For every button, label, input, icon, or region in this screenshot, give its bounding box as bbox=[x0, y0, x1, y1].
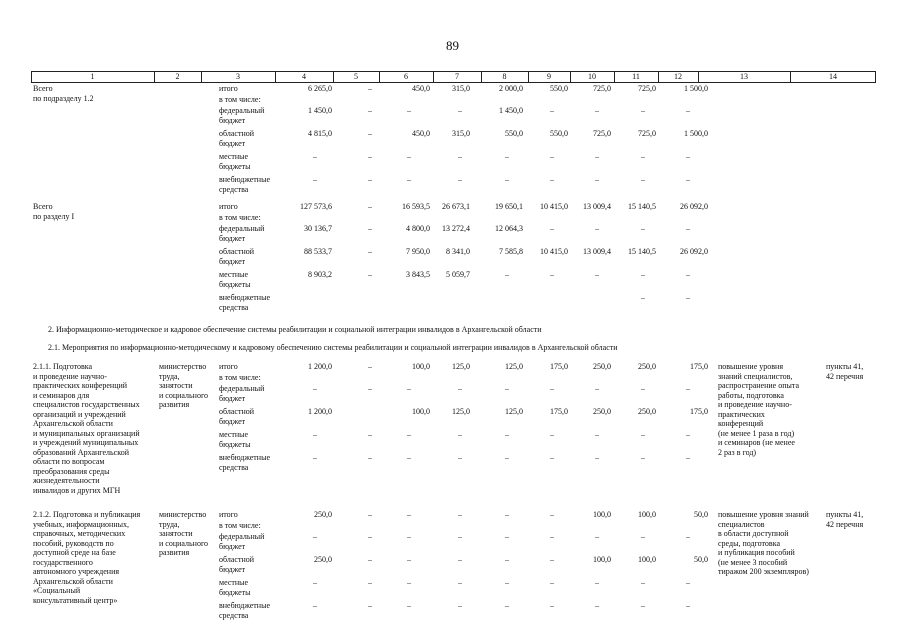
block1-value-cell: 6 265,0 bbox=[308, 84, 332, 93]
item-2-1-2-value-cell: – bbox=[313, 532, 317, 541]
block2-value-cell: – bbox=[686, 270, 690, 279]
block2-value-cell: 8 341,0 bbox=[446, 247, 470, 256]
item-2-1-2-row-label: в том числе: bbox=[219, 521, 261, 530]
item-2-1-1-value-cell: 125,0 bbox=[452, 362, 470, 371]
block1-value-cell: 725,0 bbox=[638, 129, 656, 138]
header-col-6: 6 bbox=[404, 72, 408, 81]
item-2-1-2-value-cell: – bbox=[458, 510, 462, 519]
header-col-3: 3 bbox=[236, 72, 240, 81]
header-col-9: 9 bbox=[547, 72, 551, 81]
item-2-1-1-row-label: областной бюджет bbox=[219, 407, 255, 426]
block2-row-label: итого bbox=[219, 202, 238, 211]
item-2-1-1-value-cell: 175,0 bbox=[550, 362, 568, 371]
item-2-1-1-name: 2.1.1. Подготовка и проведение научно- практических конференций и семинаров для специалистов государственных организаций и учреждений Архангельской области и муниципальных организаций и учреждений муниципальных образований Архангельской области по вопросам преобразования среды жизнедеятельности инвалидов и других МГН bbox=[33, 362, 140, 495]
header-divider bbox=[570, 72, 571, 82]
block1-row-label: местные бюджеты bbox=[219, 152, 251, 171]
item-2-1-2-value-cell: – bbox=[458, 578, 462, 587]
block2-value-cell: – bbox=[368, 202, 372, 211]
block1-value-cell: – bbox=[368, 129, 372, 138]
block2-name: Всего по разделу I bbox=[33, 202, 75, 221]
block2-value-cell: 19 650,1 bbox=[495, 202, 523, 211]
block1-value-cell: 315,0 bbox=[452, 129, 470, 138]
item-2-1-1-row-label: федеральный бюджет bbox=[219, 384, 265, 403]
item-2-1-1-value-cell: – bbox=[595, 453, 599, 462]
block1-value-cell: – bbox=[550, 175, 554, 184]
block1-value-cell: – bbox=[595, 152, 599, 161]
header-divider bbox=[154, 72, 155, 82]
item-2-1-1-value-cell: – bbox=[641, 384, 645, 393]
block1-value-cell: 1 500,0 bbox=[684, 129, 708, 138]
block2-value-cell: 12 064,3 bbox=[495, 224, 523, 233]
item-2-1-1-value-cell: – bbox=[550, 384, 554, 393]
item-2-1-2-name: 2.1.2. Подготовка и публикация учебных, информационных, справочных, методических пособий, руководств по доступной среде на базе государственного автономного учреждения Архангельской области «Социальный консультативный центр» bbox=[33, 510, 141, 605]
block2-row-label: местные бюджеты bbox=[219, 270, 251, 289]
item-2-1-2-value-cell: – bbox=[595, 532, 599, 541]
block1-name: Всего по подразделу 1.2 bbox=[33, 84, 94, 103]
block2-value-cell: 7 585,8 bbox=[499, 247, 523, 256]
block2-value-cell: 26 092,0 bbox=[680, 202, 708, 211]
item-2-1-1-row-label: внебюджетные средства bbox=[219, 453, 270, 472]
header-col-4: 4 bbox=[302, 72, 306, 81]
header-col-2: 2 bbox=[175, 72, 180, 81]
header-divider bbox=[433, 72, 434, 82]
item-2-1-2-value-cell: – bbox=[458, 555, 462, 564]
block2-value-cell: – bbox=[641, 293, 645, 302]
item-2-1-2-value-cell: – bbox=[313, 601, 317, 610]
header-divider bbox=[528, 72, 529, 82]
block1-row-label: областной бюджет bbox=[219, 129, 255, 148]
table-header bbox=[31, 71, 876, 83]
block1-value-cell: 4 815,0 bbox=[308, 129, 332, 138]
block2-value-cell: 3 843,5 bbox=[406, 270, 430, 279]
item-2-1-1-value-cell: – bbox=[458, 430, 462, 439]
block1-value-cell: – bbox=[686, 175, 690, 184]
header-divider bbox=[31, 72, 32, 82]
block1-value-cell: 1 450,0 bbox=[308, 106, 332, 115]
block1-value-cell: – bbox=[505, 175, 509, 184]
item-2-1-1-value-cell: 125,0 bbox=[505, 362, 523, 371]
item-2-1-2-value-cell: – bbox=[407, 555, 411, 564]
item-2-1-1-value-cell: – bbox=[368, 362, 372, 371]
block2-value-cell: – bbox=[686, 293, 690, 302]
block2-value-cell: – bbox=[595, 270, 599, 279]
item-2-1-1-value-cell: – bbox=[368, 453, 372, 462]
header-divider bbox=[875, 72, 876, 82]
item-2-1-1-executor: министерство труда, занятости и социального развития bbox=[159, 362, 209, 409]
header-col-14: 14 bbox=[829, 72, 837, 81]
block1-value-cell: 550,0 bbox=[550, 84, 568, 93]
item-2-1-2-value-cell: – bbox=[641, 532, 645, 541]
block1-value-cell: – bbox=[407, 175, 411, 184]
item-2-1-2-reference: пункты 41, 42 перечня bbox=[826, 510, 864, 529]
header-divider bbox=[658, 72, 659, 82]
header-divider bbox=[275, 72, 276, 82]
item-2-1-1-value-cell: 125,0 bbox=[505, 407, 523, 416]
item-2-1-1-result: повышение уровня знаний специалистов, распространение опыта работы, подготовка и проведение научно- практических конференций (не менее 1 раза в год) и семинаров (не менее 2 раз в год) bbox=[718, 362, 800, 457]
block1-value-cell: – bbox=[550, 152, 554, 161]
item-2-1-2-value-cell: – bbox=[686, 532, 690, 541]
header-divider bbox=[698, 72, 699, 82]
block1-value-cell: 1 450,0 bbox=[499, 106, 523, 115]
item-2-1-2-value-cell: 50,0 bbox=[694, 510, 708, 519]
item-2-1-1-value-cell: – bbox=[458, 453, 462, 462]
item-2-1-2-value-cell: – bbox=[641, 578, 645, 587]
item-2-1-2-value-cell: – bbox=[641, 601, 645, 610]
item-2-1-2-value-cell: – bbox=[407, 532, 411, 541]
block1-value-cell: 725,0 bbox=[638, 84, 656, 93]
block2-row-label: в том числе: bbox=[219, 213, 261, 222]
header-col-11: 11 bbox=[632, 72, 640, 81]
item-2-1-1-value-cell: 250,0 bbox=[593, 407, 611, 416]
item-2-1-1-value-cell: 100,0 bbox=[412, 362, 430, 371]
block2-value-cell: 8 903,2 bbox=[308, 270, 332, 279]
block1-value-cell: – bbox=[686, 106, 690, 115]
item-2-1-2-value-cell: – bbox=[550, 555, 554, 564]
item-2-1-1-value-cell: 175,0 bbox=[550, 407, 568, 416]
block1-value-cell: 725,0 bbox=[593, 129, 611, 138]
item-2-1-1-value-cell: – bbox=[407, 453, 411, 462]
item-2-1-2-value-cell: 100,0 bbox=[638, 555, 656, 564]
item-2-1-2-value-cell: – bbox=[505, 532, 509, 541]
item-2-1-2-value-cell: – bbox=[505, 510, 509, 519]
block2-value-cell: 5 059,7 bbox=[446, 270, 470, 279]
block2-value-cell: 16 593,5 bbox=[402, 202, 430, 211]
block1-value-cell: 725,0 bbox=[593, 84, 611, 93]
block1-value-cell: – bbox=[458, 175, 462, 184]
item-2-1-1-value-cell: 250,0 bbox=[638, 362, 656, 371]
block2-value-cell: 10 415,0 bbox=[540, 202, 568, 211]
item-2-1-1-value-cell: – bbox=[595, 384, 599, 393]
item-2-1-2-value-cell: – bbox=[368, 578, 372, 587]
section-2-1-title: 2.1. Мероприятия по информационно-методическому и кадровому обеспечению системы реабилитации и социальной интеграции инвалидов в Архангельской области bbox=[48, 343, 618, 352]
item-2-1-2-value-cell: – bbox=[368, 510, 372, 519]
block1-value-cell: – bbox=[368, 175, 372, 184]
block1-value-cell: 450,0 bbox=[412, 129, 430, 138]
block2-value-cell: 26 673,1 bbox=[442, 202, 470, 211]
item-2-1-1-value-cell: – bbox=[458, 384, 462, 393]
block2-value-cell: – bbox=[368, 247, 372, 256]
item-2-1-1-row-label: в том числе: bbox=[219, 373, 261, 382]
block1-value-cell: – bbox=[505, 152, 509, 161]
block2-value-cell: 13 272,4 bbox=[442, 224, 470, 233]
item-2-1-1-value-cell: – bbox=[550, 453, 554, 462]
header-divider bbox=[790, 72, 791, 82]
item-2-1-2-value-cell: 50,0 bbox=[694, 555, 708, 564]
block1-value-cell: – bbox=[458, 152, 462, 161]
header-divider bbox=[379, 72, 380, 82]
header-col-12: 12 bbox=[674, 72, 682, 81]
item-2-1-2-value-cell: – bbox=[550, 510, 554, 519]
item-2-1-2-value-cell: – bbox=[595, 578, 599, 587]
item-2-1-2-executor: министерство труда, занятости и социального развития bbox=[159, 510, 209, 557]
item-2-1-1-value-cell: – bbox=[686, 453, 690, 462]
item-2-1-1-value-cell: 1 200,0 bbox=[308, 407, 332, 416]
item-2-1-1-reference: пункты 41, 42 перечня bbox=[826, 362, 864, 381]
item-2-1-1-row-label: местные бюджеты bbox=[219, 430, 251, 449]
block1-value-cell: 2 000,0 bbox=[499, 84, 523, 93]
item-2-1-2-value-cell: – bbox=[407, 601, 411, 610]
header-col-7: 7 bbox=[455, 72, 459, 81]
item-2-1-2-row-label: федеральный бюджет bbox=[219, 532, 265, 551]
item-2-1-2-value-cell: – bbox=[407, 510, 411, 519]
block2-value-cell: 30 136,7 bbox=[304, 224, 332, 233]
block2-value-cell: – bbox=[686, 224, 690, 233]
item-2-1-1-value-cell: 250,0 bbox=[638, 407, 656, 416]
block2-value-cell: – bbox=[368, 224, 372, 233]
block1-value-cell: 550,0 bbox=[550, 129, 568, 138]
header-divider bbox=[201, 72, 202, 82]
item-2-1-2-value-cell: – bbox=[407, 578, 411, 587]
block1-value-cell: – bbox=[550, 106, 554, 115]
item-2-1-1-value-cell: – bbox=[550, 430, 554, 439]
item-2-1-2-value-cell: – bbox=[505, 555, 509, 564]
block2-value-cell: – bbox=[641, 224, 645, 233]
item-2-1-1-value-cell: – bbox=[505, 453, 509, 462]
item-2-1-1-value-cell: – bbox=[686, 384, 690, 393]
block1-value-cell: 1 500,0 bbox=[684, 84, 708, 93]
block1-row-label: итого bbox=[219, 84, 238, 93]
item-2-1-2-value-cell: – bbox=[505, 578, 509, 587]
item-2-1-1-value-cell: – bbox=[313, 453, 317, 462]
item-2-1-2-value-cell: – bbox=[505, 601, 509, 610]
block1-value-cell: – bbox=[313, 175, 317, 184]
item-2-1-2-row-label: местные бюджеты bbox=[219, 578, 251, 597]
block1-value-cell: 450,0 bbox=[412, 84, 430, 93]
header-col-5: 5 bbox=[354, 72, 358, 81]
item-2-1-1-value-cell: – bbox=[505, 384, 509, 393]
block2-value-cell: 88 533,7 bbox=[304, 247, 332, 256]
block1-value-cell: – bbox=[368, 106, 372, 115]
block1-row-label: федеральный бюджет bbox=[219, 106, 265, 125]
block1-value-cell: – bbox=[368, 152, 372, 161]
header-divider bbox=[614, 72, 615, 82]
item-2-1-2-row-label: внебюджетные средства bbox=[219, 601, 270, 620]
item-2-1-2-value-cell: – bbox=[550, 578, 554, 587]
block2-value-cell: 15 140,5 bbox=[628, 247, 656, 256]
block2-value-cell: – bbox=[595, 224, 599, 233]
item-2-1-2-value-cell: – bbox=[686, 578, 690, 587]
block2-value-cell: – bbox=[368, 270, 372, 279]
item-2-1-1-value-cell: 175,0 bbox=[690, 407, 708, 416]
item-2-1-1-value-cell: – bbox=[686, 430, 690, 439]
block1-value-cell: – bbox=[368, 84, 372, 93]
block2-value-cell: 26 092,0 bbox=[680, 247, 708, 256]
item-2-1-1-value-cell: – bbox=[313, 430, 317, 439]
block2-value-cell: 127 573,6 bbox=[300, 202, 332, 211]
block2-value-cell: 13 009,4 bbox=[583, 247, 611, 256]
page-number: 89 bbox=[446, 38, 459, 53]
item-2-1-1-value-cell: 175,0 bbox=[690, 362, 708, 371]
block1-value-cell: – bbox=[313, 152, 317, 161]
item-2-1-2-value-cell: – bbox=[550, 532, 554, 541]
item-2-1-1-value-cell: 250,0 bbox=[593, 362, 611, 371]
block2-value-cell: – bbox=[550, 270, 554, 279]
block1-value-cell: – bbox=[595, 175, 599, 184]
item-2-1-2-value-cell: – bbox=[313, 578, 317, 587]
item-2-1-1-value-cell: – bbox=[407, 384, 411, 393]
header-divider bbox=[481, 72, 482, 82]
block2-value-cell: – bbox=[550, 224, 554, 233]
item-2-1-2-result: повышение уровня знаний специалистов в области доступной среды, подготовка и публикация пособий (не менее 3 пособий тиражом 200 экземпляров) bbox=[718, 510, 809, 576]
block1-value-cell: – bbox=[641, 106, 645, 115]
block2-value-cell: 13 009,4 bbox=[583, 202, 611, 211]
block2-value-cell: 10 415,0 bbox=[540, 247, 568, 256]
item-2-1-1-value-cell: – bbox=[595, 430, 599, 439]
item-2-1-2-value-cell: – bbox=[686, 601, 690, 610]
item-2-1-1-value-cell: – bbox=[641, 430, 645, 439]
block2-value-cell: – bbox=[641, 270, 645, 279]
item-2-1-2-value-cell: 100,0 bbox=[593, 510, 611, 519]
item-2-1-2-value-cell: – bbox=[458, 601, 462, 610]
block2-value-cell: 4 800,0 bbox=[406, 224, 430, 233]
block1-value-cell: – bbox=[458, 106, 462, 115]
block1-value-cell: – bbox=[407, 152, 411, 161]
block1-value-cell: – bbox=[407, 106, 411, 115]
block1-row-label: внебюджетные средства bbox=[219, 175, 270, 194]
header-col-8: 8 bbox=[502, 72, 507, 81]
block1-value-cell: – bbox=[641, 175, 645, 184]
header-col-10: 10 bbox=[588, 72, 596, 81]
item-2-1-1-value-cell: – bbox=[368, 384, 372, 393]
item-2-1-1-value-cell: – bbox=[407, 430, 411, 439]
block2-value-cell: – bbox=[505, 270, 509, 279]
item-2-1-1-value-cell: – bbox=[368, 430, 372, 439]
item-2-1-2-value-cell: – bbox=[368, 601, 372, 610]
block2-row-label: федеральный бюджет bbox=[219, 224, 265, 243]
item-2-1-2-value-cell: 250,0 bbox=[314, 510, 332, 519]
block1-value-cell: – bbox=[686, 152, 690, 161]
block1-row-label: в том числе: bbox=[219, 95, 261, 104]
block2-value-cell: 7 950,0 bbox=[406, 247, 430, 256]
block1-value-cell: 550,0 bbox=[505, 129, 523, 138]
item-2-1-2-value-cell: 250,0 bbox=[314, 555, 332, 564]
item-2-1-1-value-cell: – bbox=[641, 453, 645, 462]
item-2-1-2-row-label: итого bbox=[219, 510, 238, 519]
item-2-1-2-value-cell: 100,0 bbox=[593, 555, 611, 564]
header-divider bbox=[333, 72, 334, 82]
item-2-1-1-value-cell: – bbox=[313, 384, 317, 393]
section-2-title: 2. Информационно-методическое и кадровое обеспечение системы реабилитации и социальной интеграции инвалидов в Архангельской области bbox=[48, 325, 542, 334]
item-2-1-2-value-cell: – bbox=[368, 532, 372, 541]
block1-value-cell: – bbox=[641, 152, 645, 161]
item-2-1-2-value-cell: – bbox=[550, 601, 554, 610]
item-2-1-2-value-cell: 100,0 bbox=[638, 510, 656, 519]
item-2-1-1-value-cell: 125,0 bbox=[452, 407, 470, 416]
item-2-1-2-value-cell: – bbox=[595, 601, 599, 610]
block1-value-cell: 315,0 bbox=[452, 84, 470, 93]
item-2-1-2-value-cell: – bbox=[368, 555, 372, 564]
header-col-1: 1 bbox=[90, 72, 95, 81]
header-col-13: 13 bbox=[740, 72, 748, 81]
block1-value-cell: – bbox=[595, 106, 599, 115]
item-2-1-1-value-cell: 100,0 bbox=[412, 407, 430, 416]
item-2-1-2-value-cell: – bbox=[458, 532, 462, 541]
item-2-1-1-value-cell: 1 200,0 bbox=[308, 362, 332, 371]
item-2-1-1-row-label: итого bbox=[219, 362, 238, 371]
block2-value-cell: 15 140,5 bbox=[628, 202, 656, 211]
item-2-1-2-row-label: областной бюджет bbox=[219, 555, 255, 574]
block2-row-label: областной бюджет bbox=[219, 247, 255, 266]
item-2-1-1-value-cell: – bbox=[505, 430, 509, 439]
block2-row-label: внебюджетные средства bbox=[219, 293, 270, 312]
